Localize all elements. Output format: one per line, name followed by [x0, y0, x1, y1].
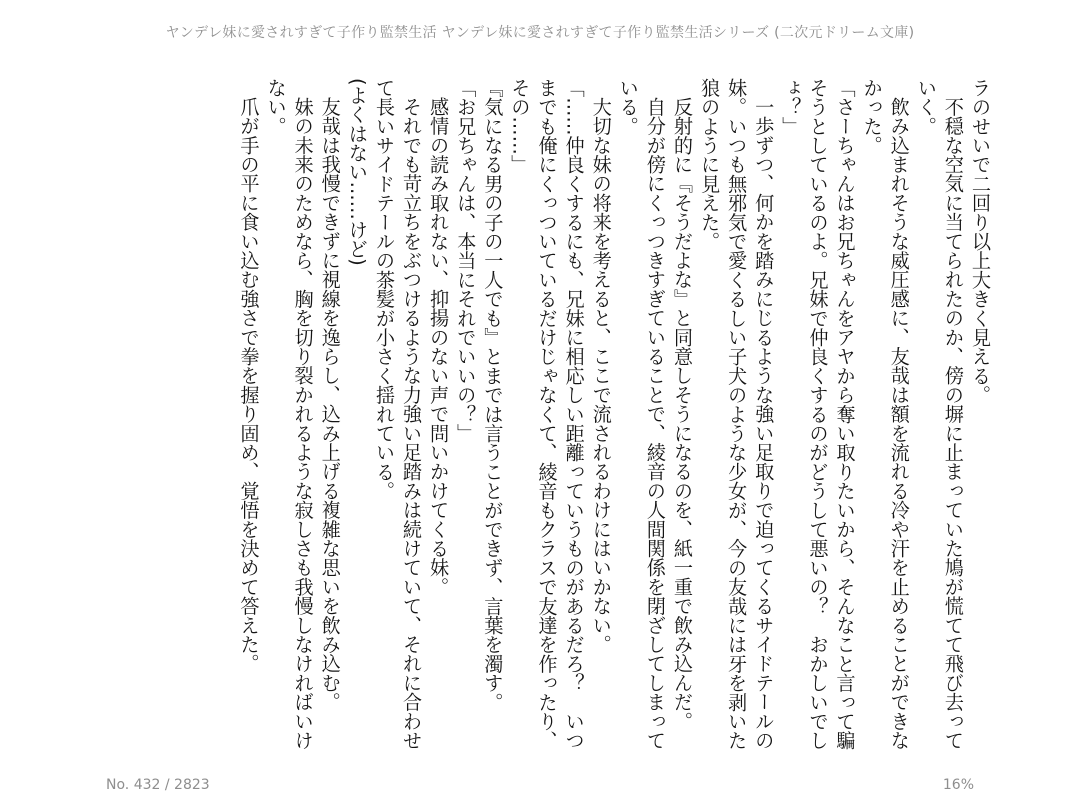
- paragraph: 「……仲良くするにも、兄妹に相応しい距離っていうものがあるだろ？ いつまでも俺にくっついているだけじゃなくて、綾音もクラスで友達を作ったり、その……」: [508, 78, 586, 750]
- paragraph: 「お兄ちゃんは、本当にそれでいいの？」: [454, 78, 478, 443]
- paragraph: (よくはない……けど): [345, 78, 369, 266]
- page-body[interactable]: [126, 78, 994, 750]
- paragraph: 自分が傍にくっつきすぎていることで、綾音の人間関係を閉ざしてしまっている。: [616, 78, 667, 750]
- paragraph: 『気になる男の子の一人でも』とまでは言うことができず、言葉を濁す。: [481, 78, 505, 712]
- paragraph: 不穏な空気に当てられたのか、傍の塀に止まっていた鳩が慌てて飛び去っていく。: [914, 78, 965, 750]
- book-title: ヤンデレ妹に愛されすぎて子作り監禁生活 ヤンデレ妹に愛されすぎて子作り監禁生活シリーズ (二次元ドリーム文庫): [165, 25, 915, 41]
- paragraph: それでも苛立ちをぶつけるような力強い足踏みは続けていて、それに合わせて長いサイドテールの茶髪が小さく揺れている。: [372, 78, 424, 750]
- paragraph: 大切な妹の将来を考えると、ここで流されるわけにはいかない。: [589, 97, 613, 654]
- paragraph: 「さーちゃんはお兄ちゃんをアヤから奪い取りたいから、そんなこと言って騙そうとしているのよ。兄妹で仲良くするのがどうして悪いの？ おかしいでしょ？」: [779, 78, 857, 750]
- paragraph: 妹の未来のためなら、胸を切り裂かれるような寂しさも我慢しなければいけない。: [264, 78, 315, 750]
- paragraph: ラのせいで二回り以上大きく見える。: [969, 78, 992, 405]
- paragraph: 爪が手の平に食い込む強さで拳を握り固め、覚悟を決めて答えた。: [237, 97, 261, 674]
- paragraph: 一歩ずつ、何かを踏みにじるような強い足取りで迫ってくるサイドテールの妹。いつも無邪気で愛くるしい子犬のような少女が、今の友哉には牙を剥いた狼のように見えた。: [698, 78, 776, 750]
- paragraph: 感情の読み取れない、抑揚のない声で問いかけてくる妹。: [427, 97, 451, 597]
- reading-progress-percent: 16%: [942, 777, 974, 793]
- paragraph: 友哉は我慢できずに視線を逸らし、込み上げる複雑な思いを飲み込む。: [318, 97, 342, 712]
- text-column: [235, 78, 994, 750]
- reading-location: No. 432 / 2823: [106, 777, 210, 793]
- paragraph: 飲み込まれそうな威圧感に、友哉は額を流れる冷や汗を止めることができなかった。: [860, 78, 911, 750]
- paragraph: 反射的に『そうだよな』と同意しそうになるのを、紙一重で飲み込んだ。: [670, 97, 694, 731]
